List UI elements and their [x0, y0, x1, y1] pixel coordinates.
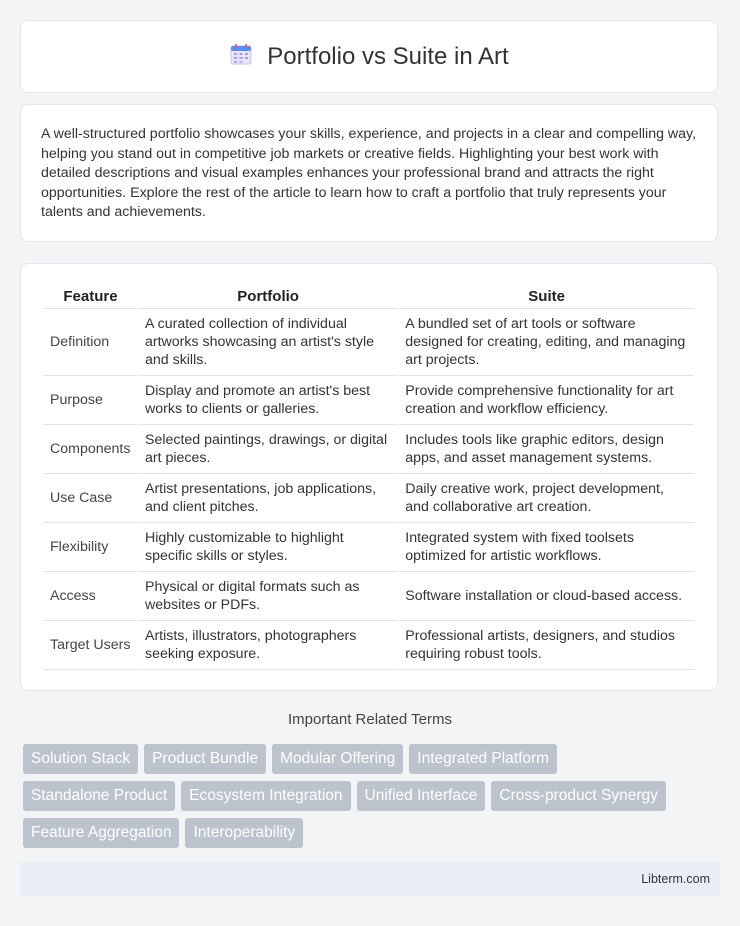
calendar-icon — [229, 42, 253, 71]
tag-row — [23, 818, 723, 848]
footer-site-link[interactable]: Libterm.com — [641, 872, 710, 886]
tag-standalone-product[interactable]: Standalone Product — [23, 781, 175, 811]
feature-cell: Use Case — [44, 474, 137, 523]
header-suite: Suite — [399, 284, 694, 309]
tag-integrated-platform[interactable]: Integrated Platform — [409, 744, 557, 774]
portfolio-cell: Highly customizable to highlight specific skills or styles. — [139, 523, 397, 572]
suite-cell: Provide comprehensive functionality for art creation and workflow efficiency. — [399, 376, 694, 425]
suite-cell: A bundled set of art tools or software designed for creating, editing, and managing art projects. — [399, 309, 694, 376]
portfolio-cell: Display and promote an artist's best works to clients or galleries. — [139, 376, 397, 425]
feature-cell: Access — [44, 572, 137, 621]
portfolio-cell: Artist presentations, job applications, and client pitches. — [139, 474, 397, 523]
intro-text: A well-structured portfolio showcases your skills, experience, and projects in a clear and compelling way, helping you stand out in competitive job markets or creative fields. Highlighting your best work with detailed descriptions and visual examples enhances your professional brand and attracts the right opportunities. Explore the rest of the article to learn how to craft a portfolio that truly represents your talents and achievements. — [41, 126, 697, 221]
related-terms-title: Important Related Terms — [288, 711, 452, 728]
table-row — [44, 474, 694, 523]
footer — [20, 862, 720, 896]
table-row — [44, 621, 694, 670]
tag-row — [23, 781, 723, 811]
portfolio-cell: Physical or digital formats such as websites or PDFs. — [139, 572, 397, 621]
table-row — [44, 425, 694, 474]
related-terms — [23, 744, 723, 855]
table-row — [44, 523, 694, 572]
header-portfolio: Portfolio — [139, 284, 397, 309]
tag-cross-product-synergy[interactable]: Cross-product Synergy — [491, 781, 666, 811]
suite-cell: Daily creative work, project development, and collaborative art creation. — [399, 474, 694, 523]
comparison-card — [20, 263, 718, 691]
feature-cell: Purpose — [44, 376, 137, 425]
portfolio-cell: Selected paintings, drawings, or digital art pieces. — [139, 425, 397, 474]
suite-cell: Integrated system with fixed toolsets optimized for artistic workflows. — [399, 523, 694, 572]
tag-ecosystem-integration[interactable]: Ecosystem Integration — [181, 781, 350, 811]
feature-cell: Components — [44, 425, 137, 474]
suite-cell: Includes tools like graphic editors, design apps, and asset management systems. — [399, 425, 694, 474]
tag-product-bundle[interactable]: Product Bundle — [144, 744, 266, 774]
table-row — [44, 309, 694, 376]
header-card — [20, 20, 718, 93]
header-feature: Feature — [44, 284, 137, 309]
page-title: Portfolio vs Suite in Art — [267, 42, 509, 70]
feature-cell: Flexibility — [44, 523, 137, 572]
title-wrap — [229, 42, 508, 71]
table-row — [44, 572, 694, 621]
table-header-row — [44, 284, 694, 309]
tag-row — [23, 744, 723, 774]
table-row — [44, 376, 694, 425]
tag-modular-offering[interactable]: Modular Offering — [272, 744, 403, 774]
tag-feature-aggregation[interactable]: Feature Aggregation — [23, 818, 179, 848]
suite-cell: Software installation or cloud-based access. — [399, 572, 694, 621]
tag-solution-stack[interactable]: Solution Stack — [23, 744, 138, 774]
portfolio-cell: Artists, illustrators, photographers seeking exposure. — [139, 621, 397, 670]
portfolio-cell: A curated collection of individual artworks showcasing an artist's style and skills. — [139, 309, 397, 376]
feature-cell: Target Users — [44, 621, 137, 670]
tag-interoperability[interactable]: Interoperability — [185, 818, 303, 848]
tag-unified-interface[interactable]: Unified Interface — [357, 781, 486, 811]
intro-card — [20, 104, 718, 242]
feature-cell: Definition — [44, 309, 137, 376]
suite-cell: Professional artists, designers, and studios requiring robust tools. — [399, 621, 694, 670]
comparison-table — [42, 284, 696, 670]
